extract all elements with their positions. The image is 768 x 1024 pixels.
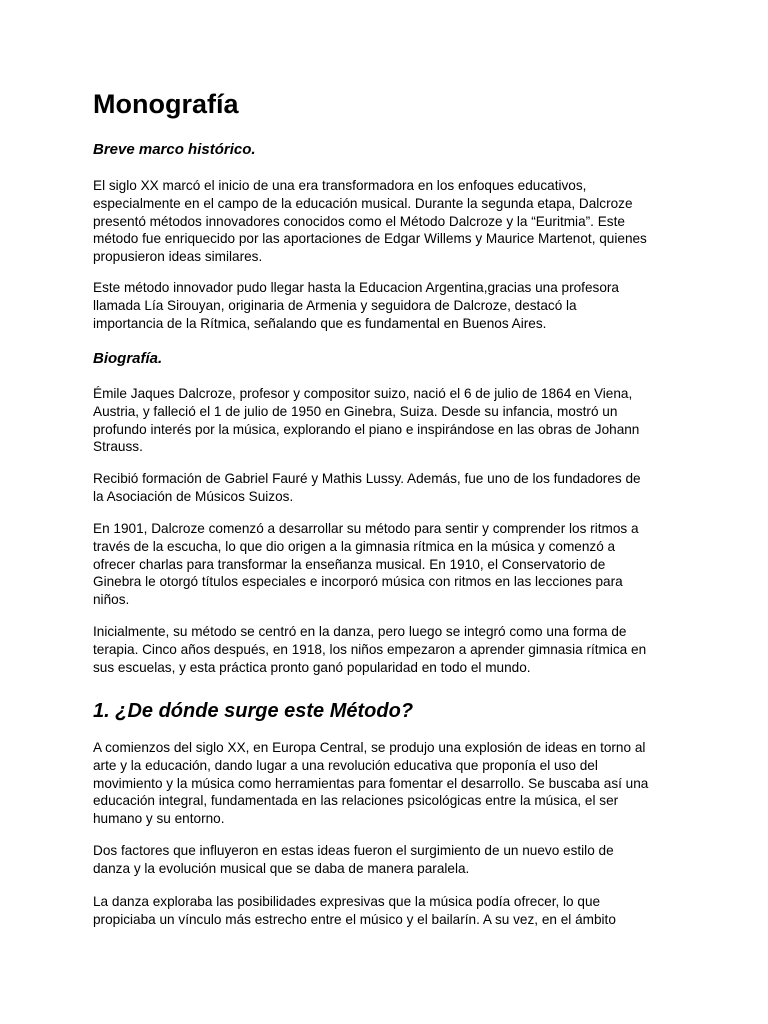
- text-line: la Asociación de Músicos Suizos.: [93, 488, 294, 504]
- text-line: presentó métodos innovadores conocidos como el Método Dalcroze y la “Euritmia”. Este: [93, 213, 625, 229]
- text-line: danza y la evolución musical que se daba de manera paralela.: [93, 860, 470, 876]
- text-line: propusieron ideas similares.: [93, 249, 263, 265]
- text-line: movimiento y la música como herramientas para fomentar el desarrollo. Se buscaba así una: [93, 775, 649, 791]
- text-line: Este método innovador pudo llegar hasta la Educacion Argentina,gracias una profesora: [93, 280, 619, 295]
- text-line: En 1901, Dalcroze comenzó a desarrollar su método para sentir y comprender los ritmos a: [93, 521, 639, 536]
- text-line: profundo interés por la música, explorando el piano e inspirándose en las obras de Johann: [93, 421, 640, 437]
- paragraph-biography-3: [93, 520, 675, 609]
- text-line: Inicialmente, su método se centró en la danza, pero luego se integró como una forma de: [93, 624, 627, 639]
- subheading-historical-framework: Breve marco histórico.: [93, 141, 256, 158]
- text-line: arte y la educación, dando lugar a una revolución educativa que proponía el uso del: [93, 757, 598, 773]
- text-line: La danza exploraba las posibilidades expresivas que la música podía ofrecer, lo que: [93, 894, 601, 909]
- text-line: llamada Lía Sirouyan, originaria de Armenia y seguidora de Dalcroze, destacó la: [93, 297, 577, 313]
- subheading-biography: Biografía.: [93, 350, 163, 367]
- paragraph-origin-2: [93, 842, 675, 878]
- text-line: método fue enriquecido por las aportaciones de Edgar Willems y Maurice Martenot, quienes: [93, 231, 647, 247]
- section-heading-origin: 1. ¿De dónde surge este Método?: [93, 700, 414, 722]
- text-line: educación integral, fundamentada en las relaciones psicológicas entre la música, el ser: [93, 793, 619, 809]
- paragraph-origin-3: [93, 893, 675, 929]
- text-line: El siglo XX marcó el inicio de una era transformadora en los enfoques educativos,: [93, 178, 587, 193]
- text-line: niños.: [93, 592, 130, 608]
- text-line: Ginebra le otorgó títulos especiales e incorporó música con ritmos en las lecciones para: [93, 574, 623, 590]
- text-line: especialmente en el campo de la educación musical. Durante la segunda etapa, Dalcroze: [93, 195, 633, 211]
- text-line: humano y su entorno.: [93, 811, 225, 827]
- paragraph-biography-1: [93, 385, 675, 456]
- text-line: Austria, y falleció el 1 de julio de 1950 en Ginebra, Suiza. Desde su infancia, mostró un: [93, 403, 618, 419]
- paragraph-biography-4: [93, 623, 675, 676]
- text-line: Strauss.: [93, 439, 143, 455]
- text-line: propiciaba un vínculo más estrecho entre el músico y el bailarín. A su vez, en el ámbito: [93, 911, 616, 927]
- text-line: importancia de la Rítmica, señalando que es fundamental en Buenos Aires.: [93, 315, 547, 331]
- paragraph-biography-2: [93, 470, 675, 506]
- text-line: Dos factores que influyeron en estas ideas fueron el surgimiento de un nuevo estilo de: [93, 843, 614, 858]
- paragraph-origin-1: [93, 739, 675, 828]
- document-title: Monografía: [93, 89, 239, 119]
- text-line: Émile Jaques Dalcroze, profesor y compositor suizo, nació el 6 de julio de 1864 en Viena,: [93, 386, 633, 401]
- text-line: A comienzos del siglo XX, en Europa Central, se produjo una explosión de ideas en torno al: [93, 740, 646, 755]
- text-line: ofrecer charlas para transformar la enseñanza musical. En 1910, el Conservatorio de: [93, 556, 606, 572]
- paragraph-historical-2: [93, 279, 675, 332]
- text-line: terapia. Cinco años después, en 1918, los niños empezaron a aprender gimnasia rítmica en: [93, 641, 647, 657]
- paragraph-historical-1: [93, 177, 675, 266]
- text-line: través de la escucha, lo que dio origen a la gimnasia rítmica en la música y comenzó a: [93, 538, 616, 554]
- text-line: sus escuelas, y esta práctica pronto ganó popularidad en todo el mundo.: [93, 659, 531, 675]
- text-line: Recibió formación de Gabriel Fauré y Mathis Lussy. Además, fue uno de los fundadores de: [93, 471, 641, 486]
